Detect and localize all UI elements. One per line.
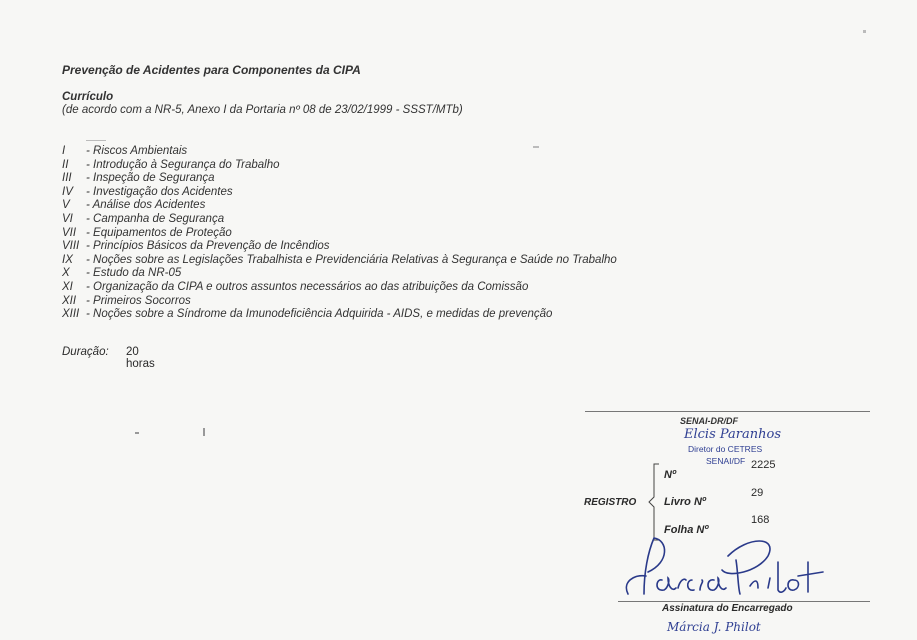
registro-numero-label: Nº <box>664 469 676 481</box>
item-number: V <box>62 199 70 212</box>
item-text: - Noções sobre as Legislações Trabalhista e Previdenciária Relativas à Segurança e Saúde no Trabalho <box>86 253 617 266</box>
signature-line <box>618 601 870 602</box>
item-text: - Inspeção de Segurança <box>86 172 215 185</box>
list-item <box>62 199 617 213</box>
list-item <box>62 240 617 254</box>
item-number: XIII <box>62 308 80 321</box>
item-text: - Organização da CIPA e outros assuntos necessários ao das atribuições da Comissão <box>86 280 529 293</box>
stamp-top-line <box>585 411 870 412</box>
item-text: - Introdução à Segurança do Trabalho <box>86 158 280 171</box>
item-number: II <box>62 158 69 171</box>
item-number: XI <box>62 280 73 293</box>
duration-value: 20 horas <box>126 346 155 370</box>
duration <box>62 346 155 370</box>
registro-folha-value: 168 <box>751 514 770 526</box>
scan-speck <box>863 30 866 33</box>
curriculum-reference: (de acordo com a NR-5, Anexo I da Portaria nº 08 de 23/02/1999 - SSST/MTb) <box>62 104 463 116</box>
signature-stamp-name: Márcia J. Philot <box>667 620 761 634</box>
item-text: - Investigação dos Acidentes <box>86 185 233 198</box>
registro-numero-value: 2225 <box>751 459 776 471</box>
curriculum-heading: Currículo <box>62 91 114 103</box>
list-item <box>62 186 617 200</box>
registro-folha-label: Folha Nº <box>664 524 709 536</box>
brace-icon <box>647 463 661 541</box>
registro-label: REGISTRO <box>584 497 637 508</box>
item-number: X <box>62 267 70 280</box>
scan-speck <box>203 428 205 436</box>
list-item <box>62 308 617 322</box>
registro-livro-value: 29 <box>751 487 764 499</box>
curriculum-list <box>62 145 617 322</box>
item-number: IX <box>62 253 73 266</box>
item-text: - Estudo da NR-05 <box>86 267 182 280</box>
list-item <box>62 227 617 241</box>
list-item <box>62 213 617 227</box>
list-item <box>62 267 617 281</box>
handwritten-signature <box>618 532 833 612</box>
stamp-director-name: Elcis Paranhos <box>684 427 782 442</box>
scan-speck <box>86 140 106 141</box>
item-text: - Análise dos Acidentes <box>86 199 206 212</box>
list-item <box>62 254 617 268</box>
item-text: - Noções sobre a Síndrome da Imunodeficiência Adquirida - AIDS, e medidas de prevenção <box>86 308 553 321</box>
item-text: - Riscos Ambientais <box>86 145 188 157</box>
scan-speck <box>135 432 139 434</box>
stamp-unit: SENAI/DF <box>706 456 746 466</box>
stamp-director-role: Diretor do CETRES <box>688 444 763 454</box>
item-number: I <box>62 145 66 157</box>
item-number: IV <box>62 185 73 198</box>
item-text: - Equipamentos de Proteção <box>86 226 232 239</box>
item-text: - Primeiros Socorros <box>86 294 191 307</box>
list-item <box>62 281 617 295</box>
item-text: - Princípios Básicos da Prevenção de Incêndios <box>86 240 330 253</box>
item-number: VIII <box>62 240 80 253</box>
duration-label: Duração: <box>62 346 109 358</box>
item-text: - Campanha de Segurança <box>86 212 225 225</box>
registro-livro-label: Livro Nº <box>664 496 706 508</box>
document-title: Prevenção de Acidentes para Componentes da CIPA <box>62 63 361 77</box>
scan-speck <box>533 146 539 148</box>
item-number: III <box>62 172 72 185</box>
item-number: VII <box>62 226 77 239</box>
list-item <box>62 295 617 309</box>
item-number: VI <box>62 212 73 225</box>
list-item <box>62 159 617 173</box>
list-item <box>62 172 617 186</box>
stamp-organization: SENAI-DR/DF <box>680 416 738 426</box>
item-number: XII <box>62 294 77 307</box>
signature-caption: Assinatura do Encarregado <box>662 603 793 614</box>
